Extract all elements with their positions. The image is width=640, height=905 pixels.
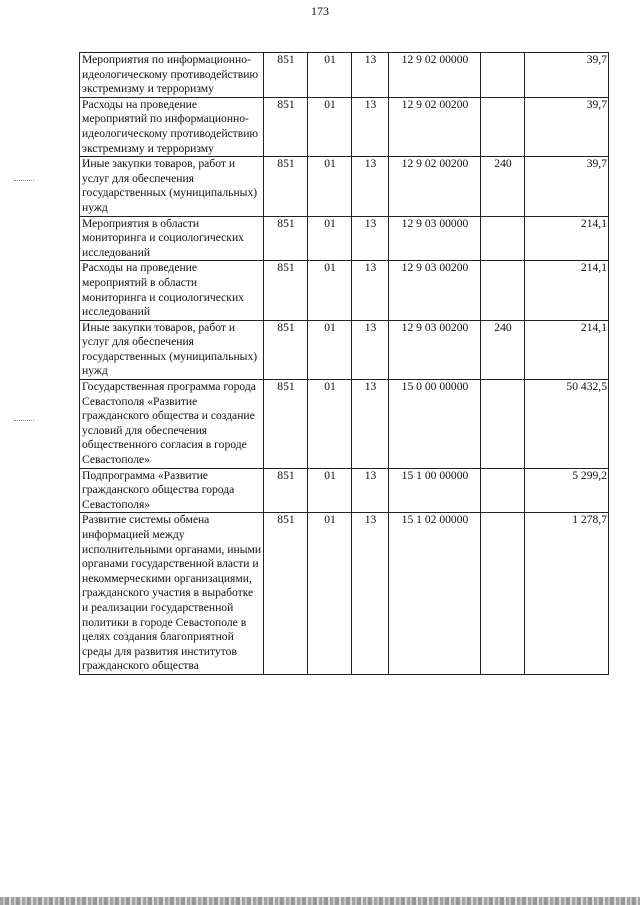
row-name-cell: Развитие системы обмена информацией между исполнительными органами, иными органами государственной власти и некоммерческими организациями, гражданского участия в выработке и реализации государственной политики в городе Севастополе в целях создания благоприятной среды для развития институтов гражданского общества: [80, 513, 264, 675]
target-article-cell: 15 0 00 00000: [389, 380, 481, 469]
ved-code-cell: 851: [264, 53, 308, 98]
target-article-cell: 12 9 03 00200: [389, 320, 481, 379]
subsection-code-cell: 13: [352, 157, 389, 216]
page-number: 173: [311, 4, 329, 18]
subsection-code-cell: 13: [352, 320, 389, 379]
section-code-cell: 01: [308, 468, 352, 513]
row-name-cell: Расходы на проведение мероприятий по информационно-идеологическому противодействию экстремизму и терроризму: [80, 97, 264, 156]
ved-code-cell: 851: [264, 513, 308, 675]
subsection-code-cell: 13: [352, 97, 389, 156]
table-row: [80, 157, 609, 216]
table-row: [80, 513, 609, 675]
section-code-cell: 01: [308, 380, 352, 469]
row-name-cell: Подпрограмма «Развитие гражданского общества города Севастополя»: [80, 468, 264, 513]
scan-mark: [14, 420, 34, 422]
subsection-code-cell: 13: [352, 261, 389, 320]
amount-cell: 214,1: [525, 320, 609, 379]
expense-type-cell: [481, 97, 525, 156]
section-code-cell: 01: [308, 320, 352, 379]
ved-code-cell: 851: [264, 320, 308, 379]
row-name-cell: Государственная программа города Севастополя «Развитие гражданского общества и создание условий для обеспечения общественного согласия в городе Севастополе»: [80, 380, 264, 469]
ved-code-cell: 851: [264, 380, 308, 469]
expense-type-cell: [481, 468, 525, 513]
table-row: [80, 320, 609, 379]
target-article-cell: 15 1 00 00000: [389, 468, 481, 513]
expense-type-cell: [481, 380, 525, 469]
table-row: [80, 97, 609, 156]
expense-type-cell: [481, 261, 525, 320]
subsection-code-cell: 13: [352, 513, 389, 675]
row-name-cell: Иные закупки товаров, работ и услуг для обеспечения государственных (муниципальных) нужд: [80, 157, 264, 216]
table-row: [80, 53, 609, 98]
table-row: [80, 380, 609, 469]
budget-table: [79, 52, 609, 675]
table-row: [80, 468, 609, 513]
section-code-cell: 01: [308, 157, 352, 216]
section-code-cell: 01: [308, 513, 352, 675]
ved-code-cell: 851: [264, 468, 308, 513]
expense-type-cell: [481, 513, 525, 675]
row-name-cell: Мероприятия в области мониторинга и социологических исследований: [80, 216, 264, 261]
amount-cell: 214,1: [525, 261, 609, 320]
target-article-cell: 12 9 03 00200: [389, 261, 481, 320]
section-code-cell: 01: [308, 216, 352, 261]
expense-type-cell: 240: [481, 320, 525, 379]
expense-type-cell: [481, 53, 525, 98]
amount-cell: 214,1: [525, 216, 609, 261]
scan-edge-noise: [0, 897, 640, 905]
ved-code-cell: 851: [264, 261, 308, 320]
subsection-code-cell: 13: [352, 468, 389, 513]
row-name-cell: Расходы на проведение мероприятий в области мониторинга и социологических исследований: [80, 261, 264, 320]
amount-cell: 1 278,7: [525, 513, 609, 675]
subsection-code-cell: 13: [352, 380, 389, 469]
section-code-cell: 01: [308, 97, 352, 156]
amount-cell: 50 432,5: [525, 380, 609, 469]
target-article-cell: 12 9 02 00200: [389, 157, 481, 216]
amount-cell: 39,7: [525, 97, 609, 156]
subsection-code-cell: 13: [352, 53, 389, 98]
ved-code-cell: 851: [264, 216, 308, 261]
target-article-cell: 12 9 02 00000: [389, 53, 481, 98]
row-name-cell: Мероприятия по информационно-идеологическому противодействию экстремизму и терроризму: [80, 53, 264, 98]
ved-code-cell: 851: [264, 157, 308, 216]
amount-cell: 39,7: [525, 157, 609, 216]
ved-code-cell: 851: [264, 97, 308, 156]
target-article-cell: 12 9 02 00200: [389, 97, 481, 156]
table-row: [80, 261, 609, 320]
target-article-cell: 15 1 02 00000: [389, 513, 481, 675]
amount-cell: 5 299,2: [525, 468, 609, 513]
target-article-cell: 12 9 03 00000: [389, 216, 481, 261]
expense-type-cell: 240: [481, 157, 525, 216]
amount-cell: 39,7: [525, 53, 609, 98]
subsection-code-cell: 13: [352, 216, 389, 261]
row-name-cell: Иные закупки товаров, работ и услуг для обеспечения государственных (муниципальных) нужд: [80, 320, 264, 379]
scan-mark: [14, 180, 34, 182]
expense-type-cell: [481, 216, 525, 261]
table-row: [80, 216, 609, 261]
budget-table-body: [80, 53, 609, 675]
section-code-cell: 01: [308, 53, 352, 98]
section-code-cell: 01: [308, 261, 352, 320]
